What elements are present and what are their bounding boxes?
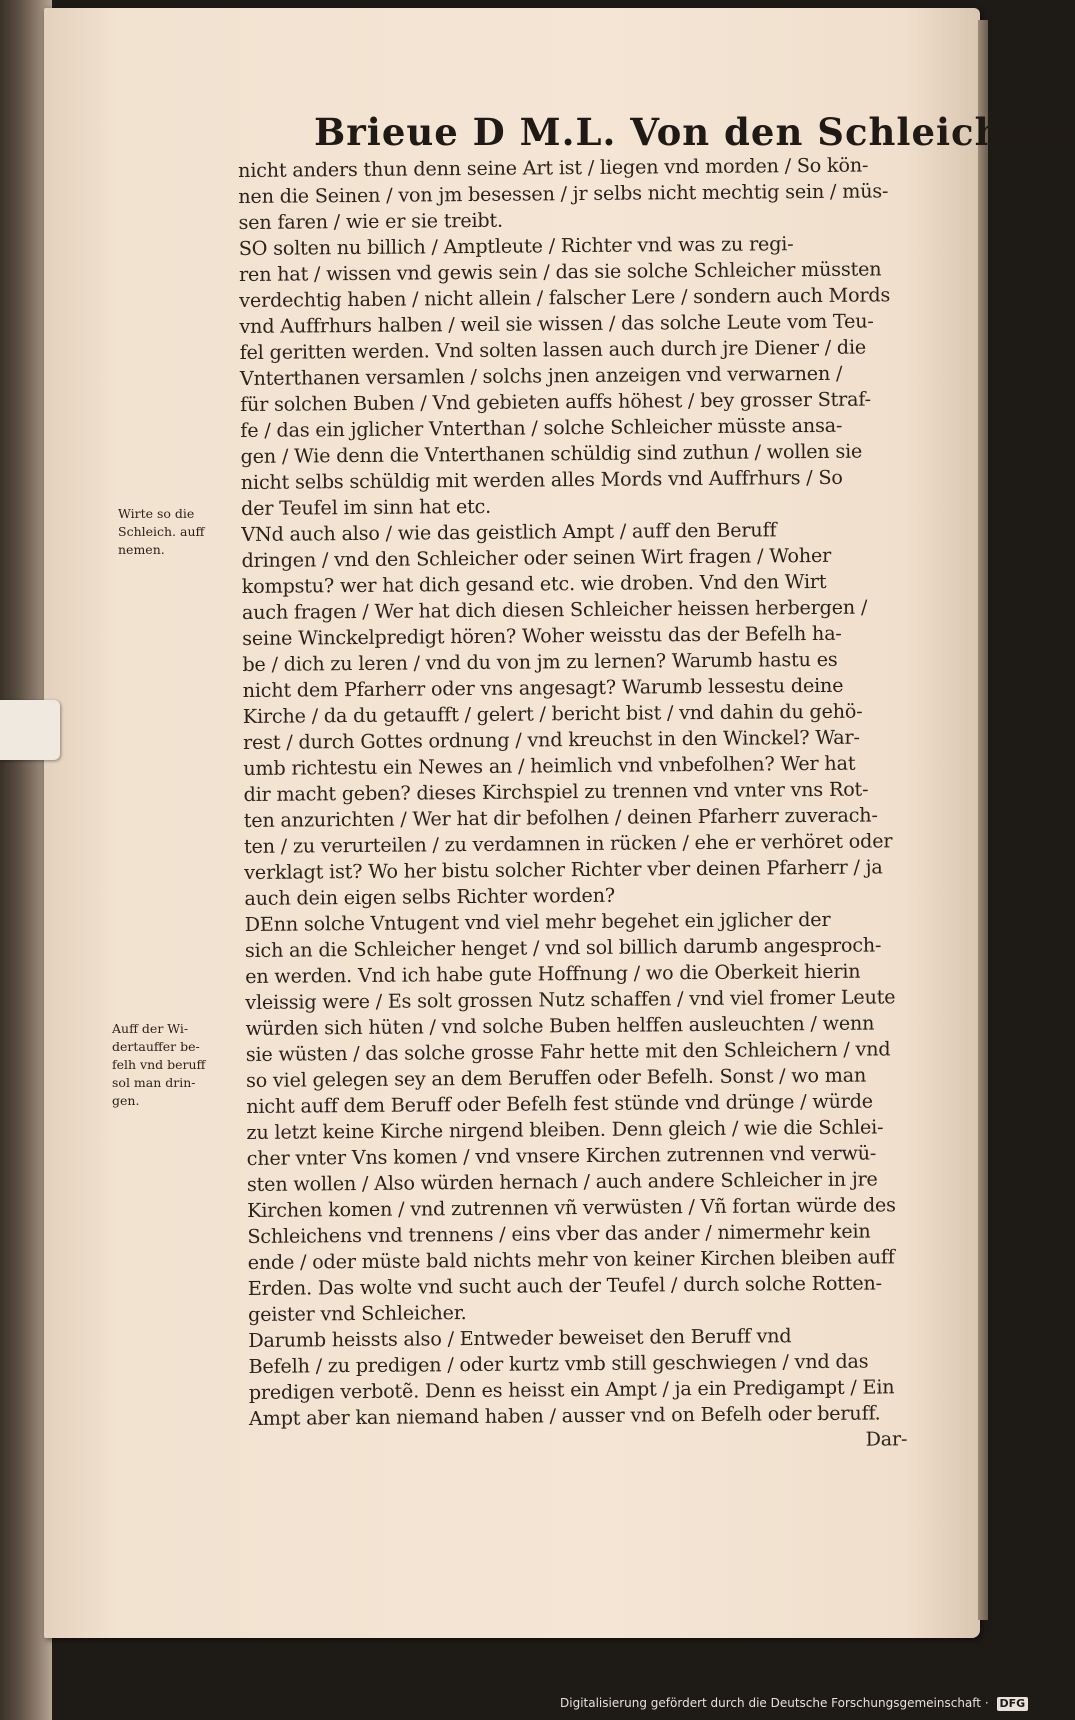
text-line: gen / Wie denn die Vnterthanen schüldig sind zuthun / wollen sie xyxy=(240,439,863,468)
text-line: predigen verbotẽ. Denn es heisst ein Ampt / ja ein Predigampt / Ein xyxy=(248,1375,895,1404)
text-line: auch dein eigen selbs Richter worden? xyxy=(244,883,616,910)
text-line: geister vnd Schleicher. xyxy=(247,1301,467,1326)
text-line: cher vnter Vns komen / vnd vnsere Kirchen zutrennen vnd verwü- xyxy=(246,1141,877,1170)
text-line: nen die Seinen / von jm besessen / jr selbs nicht mechtig sein / müs- xyxy=(238,179,889,208)
text-line: dir macht geben? dieses Kirchspiel zu trennen vnd vnter vns Rot- xyxy=(243,777,869,806)
text-line: Schleichens vnd trennens / eins vber das ander / nimermehr kein xyxy=(247,1219,871,1248)
text-line: kompstu? wer hat dich gesand etc. wie droben. Vnd den Wirt xyxy=(241,569,827,598)
text-line: nicht selbs schüldig mit werden alles Mords vnd Auffrhurs / So xyxy=(240,465,843,494)
text-line: umb richtestu ein Newes an / heimlich vnd vnbefolhen? Wer hat xyxy=(243,751,856,780)
margin-note-line: Auff der Wi- xyxy=(112,1021,189,1036)
text-line: ren hat / wissen vnd gewis sein / das sie solche Schleicher müssten xyxy=(238,257,882,286)
margin-note-line: sol man drin- xyxy=(112,1075,196,1090)
catchword: Dar- xyxy=(865,1427,908,1451)
dfg-logo-icon: DFG xyxy=(997,1697,1029,1711)
text-line: rest / durch Gottes ordnung / vnd kreuchst in den Winckel? War- xyxy=(243,725,860,754)
text-line: sen faren / wie er sie treibt. xyxy=(238,208,503,234)
text-line: Darumb heissts also / Entweder beweiset den Beruff vnd xyxy=(248,1324,792,1352)
text-line: vleissig were / Es solt grossen Nutz schaffen / vnd viel fromer Leute xyxy=(245,985,896,1014)
text-line: Kirche / da du getaufft / gelert / bericht bist / vnd dahin du gehö- xyxy=(242,699,863,728)
text-line: ende / oder müste bald nichts mehr von keiner Kirchen bleiben auff xyxy=(247,1245,895,1274)
body-text xyxy=(238,152,907,1458)
text-line: auch fragen / Wer hat dich diesen Schleicher heissen herbergen / xyxy=(241,595,868,624)
text-line: dringen / vnd den Schleicher oder seinen Wirt fragen / Woher xyxy=(241,543,832,572)
text-line: verdechtig haben / nicht allein / falscher Lere / sondern auch Mords xyxy=(239,283,891,312)
text-line: vnd Auffrhurs halben / weil sie wissen / das solche Leute vom Teu- xyxy=(239,309,874,338)
text-line: zu letzt keine Kirche nirgend bleiben. Denn gleich / wie die Schlei- xyxy=(246,1115,884,1144)
footer-separator: · xyxy=(984,1696,989,1710)
text-line: DEnn solche Vntugent vnd viel mehr begehet ein jglicher der xyxy=(244,907,831,936)
text-line: der Teufel im sinn hat etc. xyxy=(240,494,492,520)
text-line: ten / zu verurteilen / zu verdamnen in rücken / ehe er verhöret oder xyxy=(243,829,893,858)
text-line: verklagt ist? Wo her bistu solcher Richter vber deinen Pfarherr / ja xyxy=(244,855,883,884)
text-line: würden sich hüten / vnd solche Buben helffen ausleuchten / wenn xyxy=(245,1011,875,1040)
text-line: sten wollen / Also würden hernach / auch andere Schleicher in jre xyxy=(246,1167,878,1196)
digitization-footer xyxy=(560,1696,1026,1711)
text-line: en werden. Vnd ich habe gute Hoffnung / wo die Oberkeit hierin xyxy=(245,959,861,988)
text-line: Erden. Das wolte vnd sucht auch der Teufel / durch solche Rotten- xyxy=(247,1271,882,1300)
page-edge xyxy=(978,20,988,1620)
text-line: fel geritten werden. Vnd solten lassen auch durch jre Diener / die xyxy=(239,335,867,364)
margin-note-line: Schleich. auff xyxy=(118,524,205,539)
text-line: VNd auch also / wie das geistlich Ampt / auff den Beruff xyxy=(241,518,777,546)
text-line: Vnterthanen versamlen / solchs jnen anzeigen vnd verwarnen / xyxy=(239,361,843,390)
text-line: fe / das ein jglicher Vnterthan / solche Schleicher müsste ansa- xyxy=(240,413,843,442)
running-header: Brieue D M.L. Von den Schleichern xyxy=(314,110,1075,154)
text-line: seine Winckelpredigt hören? Woher weisstu das der Befelh ha- xyxy=(242,621,842,650)
text-line: ten anzurichten / Wer hat dir befolhen / deinen Pfarherr zuverach- xyxy=(243,803,878,832)
text-line: nicht dem Pfarherr oder vns angesagt? Warumb lessestu deine xyxy=(242,673,844,702)
text-line: nicht auff dem Beruff oder Befelh fest stünde vnd drünge / würde xyxy=(246,1089,874,1118)
margin-note-line: gen. xyxy=(112,1093,140,1108)
margin-note-line: nemen. xyxy=(118,542,165,557)
text-line: für solchen Buben / Vnd gebieten auffs höhest / bey grosser Straf- xyxy=(240,387,871,416)
text-line: nicht anders thun denn seine Art ist / liegen vnd morden / So kön- xyxy=(238,153,869,182)
text-line: so viel gelegen sey an dem Beruffen oder Befelh. Sonst / wo man xyxy=(245,1063,867,1092)
margin-note-line: dertauffer be- xyxy=(112,1039,200,1054)
margin-note-1 xyxy=(118,505,236,559)
margin-note-line: felh vnd beruff xyxy=(112,1057,206,1072)
margin-note-line: Wirte so die xyxy=(118,506,195,521)
margin-note-2 xyxy=(112,1020,230,1110)
text-line: Befelh / zu predigen / oder kurtz vmb still geschwiegen / vnd das xyxy=(248,1349,869,1378)
text-line: be / dich zu leren / vnd du von jm zu lernen? Warumb hastu es xyxy=(242,647,838,676)
text-line: Kirchen komen / vnd zutrennen vñ verwüsten / Vñ fortan würde des xyxy=(247,1193,896,1222)
bookmark-tab xyxy=(0,700,60,760)
text-line: sie wüsten / das solche grosse Fahr hette mit den Schleichern / vnd xyxy=(245,1037,891,1066)
text-line: SO solten nu billich / Amptleute / Richter vnd was zu regi- xyxy=(238,232,794,260)
text-line: Ampt aber kan niemand haben / ausser vnd on Befelh oder beruff. xyxy=(248,1401,881,1430)
footer-text: Digitalisierung gefördert durch die Deutsche Forschungsgemeinschaft xyxy=(560,1696,982,1710)
text-line: sich an die Schleicher henget / vnd sol billich darumb angesproch- xyxy=(244,933,882,962)
